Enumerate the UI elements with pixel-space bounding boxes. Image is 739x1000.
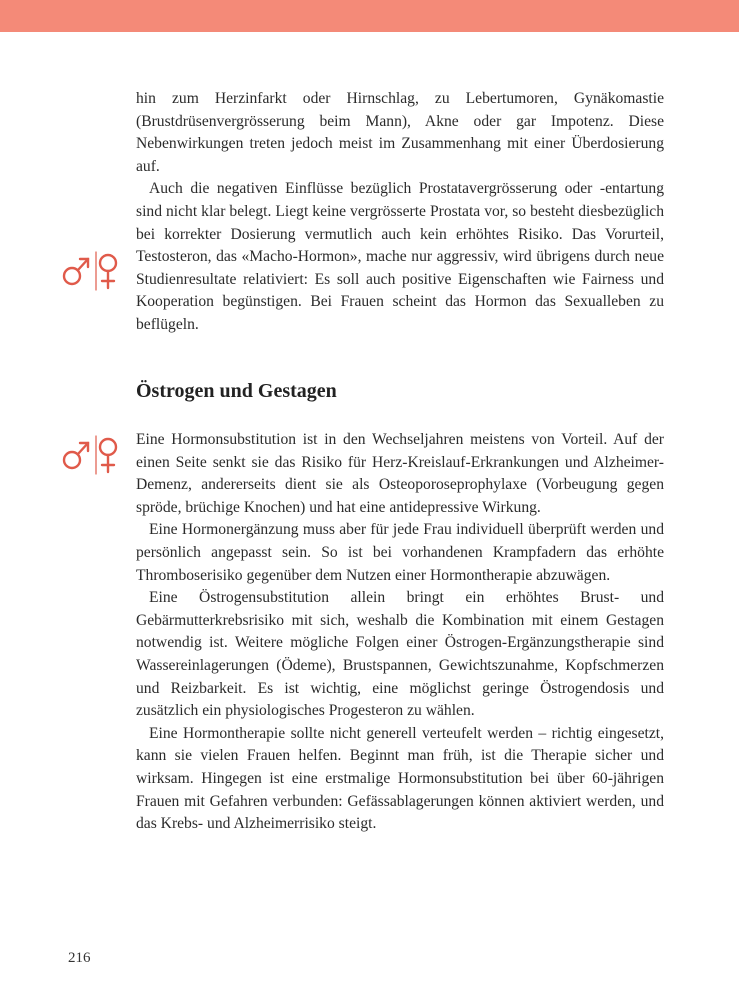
section-heading: Östrogen und Gestagen: [136, 380, 337, 402]
header-color-band: [0, 0, 739, 32]
section-1-body: [136, 88, 664, 337]
paragraph: Auch die negativen Einflüsse bezüglich Prostatavergrösserung oder -entartung sind nicht klar belegt. Liegt keine vergrösserte Prostata vor, so besteht diesbezüglich bei korrekter Dosierung vermutlich auch kein erhöhtes Risiko. Das Vorurteil, Testosteron, das «Macho-Hormon», mache nur aggressiv, wird übrigens durch neue Studienresultate relativiert: Es soll auch positive Eigenschaften wie Fairness und Kooperation begünstigen. Bei Frauen scheint das Hormon das Sexualleben zu beflügeln.: [136, 180, 664, 333]
paragraph: Eine Hormontherapie sollte nicht generell verteufelt werden – richtig eingesetzt, kann sie vielen Frauen helfen. Beginnt man früh, ist die Therapie sicher und wirksam. Hingegen ist eine erstmalige Hormonsubstitution bei über 60-jährigen Frauen mit Gefahren verbunden: Gefässablagerungen können aktiviert werden, und das Krebs- und Alzheimerrisiko steigt.: [136, 724, 664, 833]
paragraph: hin zum Herzinfarkt oder Hirnschlag, zu Lebertumoren, Gynäkomastie (Brustdrüsenvergrösserung beim Mann), Akne oder gar Impotenz. Diese Nebenwirkungen treten jedoch meist im Zusammenhang mit einer Überdosierung auf.: [136, 90, 664, 175]
male-female-icon: [60, 432, 122, 476]
paragraph: Eine Hormonergänzung muss aber für jede Frau individuell überprüft werden und persönlich angepasst sein. So ist bei vorhandenen Krampfadern das erhöhte Thromboserisiko gegenüber dem Nutzen einer Hormontherapie abzuwägen.: [136, 521, 664, 584]
male-female-icon: [60, 248, 122, 292]
paragraph: Eine Östrogensubstitution allein bringt ein erhöhtes Brust- und Gebärmutterkrebsrisiko mit sich, weshalb die Kombination mit einem Gestagen notwendig ist. Weitere mögliche Folgen einer Östrogen-Ergänzungstherapie sind Wassereinlagerungen (Ödeme), Brustspannen, Gewichtszunahme, Kopfschmerzen und Reizbarkeit. Es ist wichtig, eine möglichst geringe Östrogendosis und zusätzlich ein physiologisches Progesteron zu wählen.: [136, 589, 664, 720]
page-number: 216: [68, 950, 91, 966]
paragraph: Eine Hormonsubstitution ist in den Wechseljahren meistens von Vorteil. Auf der einen Seite senkt sie das Risiko für Herz-Kreislauf-Erkrankungen und Alzheimer-Demenz, andererseits dient sie als Osteoporoseprophylaxe (Vorbeugung gegen spröde, brüchige Knochen) und hat eine antidepressive Wirkung.: [136, 431, 664, 516]
section-2-body: [136, 429, 664, 836]
